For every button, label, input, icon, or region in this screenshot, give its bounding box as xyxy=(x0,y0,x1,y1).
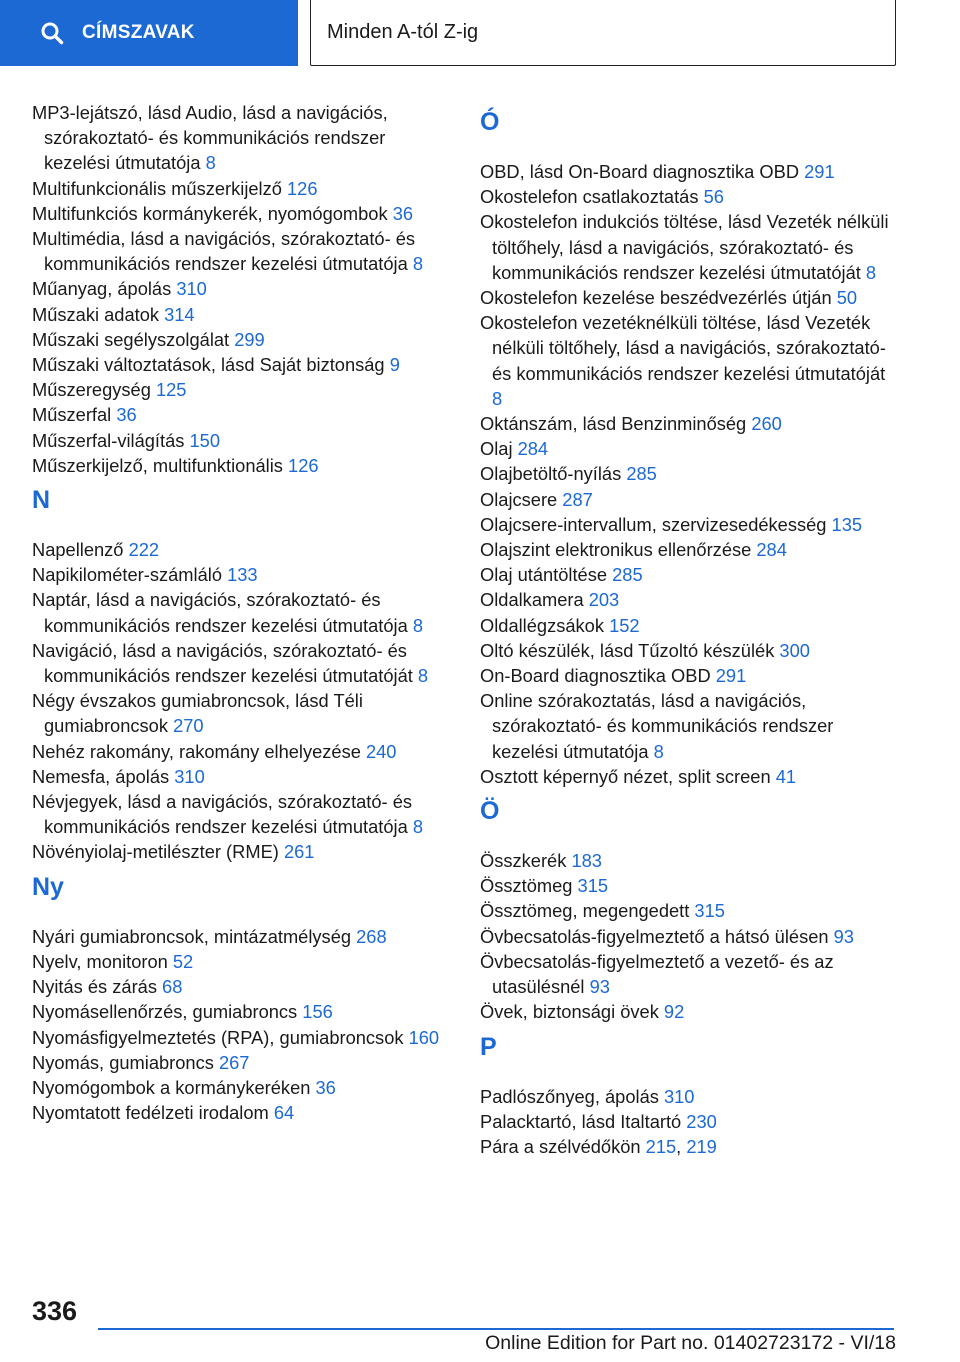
index-entry xyxy=(32,789,452,839)
index-entry-text: Nehéz rakomány, rakomány elhelyezése xyxy=(32,740,366,762)
page-link[interactable]: 135 xyxy=(831,513,863,535)
index-entry-text: Okostelefon kezelése beszédvezérlés útján xyxy=(480,287,837,309)
index-entry-text: Műanyag, ápolás xyxy=(32,278,177,300)
index-entry-text: Naptár, lásd a navigációs, szórakoztató- és kommunikációs rendszer kezelési útmutatója xyxy=(32,589,413,636)
index-entry xyxy=(32,1025,452,1050)
index-entry-text: Műszerkijelző, multifunktionális xyxy=(32,454,289,476)
index-entry xyxy=(480,663,900,688)
page-link[interactable]: 50 xyxy=(836,287,858,309)
index-entry xyxy=(32,999,452,1024)
index-entry-text: Online szórakoztatás, lásd a navigációs, szórakoztató- és kommunikációs rendszer kezelési útmutatója xyxy=(480,690,834,762)
index-entry xyxy=(480,1084,900,1109)
page-link[interactable]: 291 xyxy=(715,665,747,687)
index-entry-text: Okostelefon indukciós töltése, lásd Vezeték nélküli töltőhely, lásd a navigációs, szórakoztató- és kommunikációs rendszer kezelési útmutatóját xyxy=(480,211,889,283)
page-link[interactable]: 268 xyxy=(356,925,387,947)
index-entry-text: Napikilométer-számláló xyxy=(32,564,228,586)
page-link[interactable]: 125 xyxy=(155,379,187,401)
page-link[interactable]: 260 xyxy=(751,413,782,435)
page-link[interactable]: 315 xyxy=(577,875,609,897)
index-entry xyxy=(32,974,452,999)
index-entry xyxy=(32,949,452,974)
index-entry-text: Multimédia, lásd a navigációs, szórakoztató- és kommunikációs rendszer kezelési útmutatója xyxy=(32,228,416,275)
index-entry xyxy=(32,537,452,562)
page-link[interactable]: 261 xyxy=(283,841,315,863)
index-entry xyxy=(480,848,900,873)
page-link[interactable]: 315 xyxy=(694,900,725,922)
search-icon xyxy=(40,21,64,45)
tab-keywords-label: CÍMSZAVAK xyxy=(82,22,195,43)
edition-note: Online Edition for Part no. 01402723172 - VI/18 xyxy=(485,1332,896,1354)
index-entry-text: Olaj xyxy=(480,438,518,460)
index-entry xyxy=(32,377,452,402)
index-entry-text: Oldalkamera xyxy=(480,589,589,611)
index-entry xyxy=(32,587,452,637)
index-entry-text: Nyelv, monitoron xyxy=(32,950,173,972)
index-entry-text: Multifunkcionális műszerkijelző xyxy=(32,177,288,199)
index-entry-text: Négy évszakos gumiabroncsok, lásd Téli gumiabroncsok xyxy=(32,690,363,737)
index-entry-text: Okostelefon csatlakoztatás xyxy=(480,186,704,208)
index-entry-text: Olaj utántöltése xyxy=(480,564,613,586)
index-entry-text: OBD, lásd On-Board diagnosztika OBD xyxy=(480,161,805,182)
index-entry-text: Műszaki adatok xyxy=(32,303,165,325)
index-entry-text: Nyomógombok a kormánykeréken xyxy=(32,1076,316,1098)
index-entry xyxy=(480,898,900,923)
index-entry-text: Palacktartó, lásd Italtartó xyxy=(480,1110,687,1132)
index-entry xyxy=(32,302,452,327)
page-link[interactable]: 240 xyxy=(365,740,397,762)
index-entry xyxy=(480,613,900,638)
index-entry xyxy=(32,924,452,949)
tab-keywords[interactable] xyxy=(0,0,298,66)
page-link[interactable]: 152 xyxy=(609,614,640,636)
page-link[interactable]: 8 xyxy=(417,665,429,687)
index-entry xyxy=(32,688,452,738)
index-entry-text: Olajcsere xyxy=(480,488,563,510)
page-link[interactable]: 160 xyxy=(408,1026,440,1048)
page-link[interactable]: 156 xyxy=(302,1001,333,1023)
page-link[interactable]: 92 xyxy=(663,1001,685,1023)
index-column-right xyxy=(480,100,900,1159)
index-entry xyxy=(480,310,900,411)
index-entry-text: Összkerék xyxy=(480,850,572,872)
index-entry xyxy=(32,352,452,377)
index-entry-text: Osztott képernyő nézet, split screen xyxy=(480,765,776,787)
page-link[interactable]: 52 xyxy=(172,950,194,972)
index-entry xyxy=(480,924,900,949)
index-entry-text: Növényiolaj-metilészter (RME) xyxy=(32,841,284,863)
index-entry xyxy=(32,226,452,276)
index-entry xyxy=(32,562,452,587)
index-entry xyxy=(480,999,900,1024)
index-entry xyxy=(480,487,900,512)
index-entry-text: Műszerfal-világítás xyxy=(32,429,190,451)
page-link[interactable]: 314 xyxy=(164,303,195,325)
index-entry xyxy=(32,428,452,453)
index-entry-text: MP3-lejátszó, lásd Audio, lásd a navigációs, szórakoztató- és kommunikációs rendszer kezelési útmutatója xyxy=(32,102,388,174)
index-entry xyxy=(480,285,900,310)
page-link[interactable]: 285 xyxy=(626,463,657,485)
index-entry-text: Névjegyek, lásd a navigációs, szórakoztató- és kommunikációs rendszer kezelési útmutatója xyxy=(32,791,413,838)
index-entry-text: Össztömeg xyxy=(480,875,578,897)
page-link[interactable]: 56 xyxy=(703,186,724,208)
page-link[interactable]: 203 xyxy=(588,589,620,611)
index-entry xyxy=(480,461,900,486)
page-link[interactable]: 93 xyxy=(833,925,854,947)
index-entry xyxy=(32,1100,452,1125)
index-entry-text: Övbecsatolás-figyelmeztető a vezető- és az utasülésnél xyxy=(480,950,834,998)
page-link[interactable]: 36 xyxy=(392,202,414,224)
index-entry xyxy=(480,1109,900,1134)
index-entry-text: Műszerfal xyxy=(32,404,117,426)
index-entry xyxy=(480,764,900,789)
index-entry xyxy=(480,949,900,999)
page-link[interactable]: 219 xyxy=(686,1135,717,1157)
index-entry-text: Napellenző xyxy=(32,539,129,561)
page-link[interactable]: 270 xyxy=(173,715,204,737)
index-entry xyxy=(480,209,900,285)
index-entry-text: Oktánszám, lásd Benzinminőség xyxy=(480,413,752,435)
index-entry-text: Műszeregység xyxy=(32,379,156,401)
index-column-left xyxy=(32,100,452,1125)
index-entry xyxy=(480,411,900,436)
page-link[interactable]: 41 xyxy=(775,765,797,787)
page-link[interactable]: 8 xyxy=(412,614,424,636)
index-entry: Pára a szélvédőkön 215, 219 xyxy=(480,1135,717,1157)
index-entry-text: Nemesfa, ápolás xyxy=(32,765,175,787)
index-entry xyxy=(32,1075,452,1100)
header xyxy=(0,0,960,66)
index-entry xyxy=(480,184,900,209)
index-entry xyxy=(32,276,452,301)
index-entry-text: Övek, biztonsági övek xyxy=(480,1001,664,1023)
index-entry xyxy=(480,436,900,461)
index-entry-text: Pára a szélvédőkön xyxy=(480,1135,646,1157)
index-entry-text: Nyitás és zárás xyxy=(32,976,163,998)
page-link[interactable]: 36 xyxy=(315,1076,336,1098)
page-number: 336 xyxy=(32,1296,78,1326)
index-entry xyxy=(480,537,900,562)
index-entry xyxy=(480,587,900,612)
page-link[interactable]: 36 xyxy=(116,404,137,426)
index-entry-text: Okostelefon vezetéknélküli töltése, lásd Vezeték nélküli töltőhely, lásd a navigációs, szórakoztató- és kommunikációs rendszer kezelési útmutatóját xyxy=(480,312,886,384)
page-link[interactable]: 230 xyxy=(686,1110,717,1132)
page-link[interactable]: 9 xyxy=(389,354,400,376)
index-entry-text: Nyári gumiabroncsok, mintázatmélység xyxy=(32,925,357,947)
page-link[interactable]: 291 xyxy=(804,161,835,182)
index-entry xyxy=(32,453,452,478)
page-link[interactable]: 285 xyxy=(612,564,643,586)
page-link[interactable]: 310 xyxy=(176,278,207,300)
page-link[interactable]: 267 xyxy=(218,1051,250,1073)
index-entry-text: Padlószőnyeg, ápolás xyxy=(480,1085,664,1107)
index-entry-text: Oltó készülék, lásd Tűzoltó készülék xyxy=(480,639,780,661)
page-link[interactable]: 284 xyxy=(756,539,787,561)
page-link[interactable]: 287 xyxy=(562,488,593,510)
index-entry-text: Össztömeg, megengedett xyxy=(480,900,695,922)
index-entry-text: Nyomás, gumiabroncs xyxy=(32,1051,219,1073)
index-letter-heading: Ny xyxy=(32,872,64,901)
page-link[interactable]: 8 xyxy=(653,740,664,762)
index-letter-heading: P xyxy=(480,1032,497,1061)
footer-divider xyxy=(98,1328,894,1330)
page-link[interactable]: 215 xyxy=(645,1135,677,1157)
index-entry-text: Övbecsatolás-figyelmeztető a hátsó ülésen xyxy=(480,925,834,947)
index-entry xyxy=(480,512,900,537)
page-link[interactable]: 8 xyxy=(492,387,503,409)
index-entry xyxy=(32,100,452,176)
index-entry xyxy=(480,873,900,898)
page-link[interactable]: 8 xyxy=(412,253,424,275)
index-entry-text: Olajcsere-intervallum, szervizesedékesség xyxy=(480,513,832,535)
page-link[interactable]: 183 xyxy=(571,850,602,872)
page-link[interactable]: 126 xyxy=(288,454,319,476)
index-entry xyxy=(32,764,452,789)
page-link[interactable]: 299 xyxy=(234,328,265,350)
page-link[interactable]: 222 xyxy=(128,539,160,561)
index-entry-text: On-Board diagnosztika OBD xyxy=(480,665,716,687)
page-link[interactable]: 64 xyxy=(273,1102,295,1124)
index-letter-heading: Ó xyxy=(480,108,500,136)
index-entry xyxy=(480,562,900,587)
index-entry-text: Oldallégzsákok xyxy=(480,614,610,636)
page-link[interactable]: 8 xyxy=(205,152,216,174)
page-link[interactable]: 8 xyxy=(865,261,877,283)
index-entry xyxy=(32,201,452,226)
index-entry xyxy=(32,839,452,864)
page-link[interactable]: 68 xyxy=(162,976,183,998)
page-link[interactable]: 284 xyxy=(517,438,549,460)
index-entry xyxy=(32,739,452,764)
index-entry-text: Nyomásellenőrzés, gumiabroncs xyxy=(32,1001,303,1023)
index-entry-text: Olajbetöltő-nyílás xyxy=(480,463,627,485)
page-link[interactable]: 310 xyxy=(663,1085,695,1107)
page-link[interactable]: 93 xyxy=(589,976,610,998)
index-entry-text: Műszaki változtatások, lásd Saját biztonság xyxy=(32,354,390,376)
index-entry xyxy=(480,159,900,184)
index-entry xyxy=(32,1050,452,1075)
index-entry-text: Navigáció, lásd a navigációs, szórakoztató- és kommunikációs rendszer kezelési útmutatóját xyxy=(32,639,418,687)
page-link[interactable]: 8 xyxy=(412,816,424,838)
index-entry-text: Műszaki segélyszolgálat xyxy=(32,328,235,350)
index-entry xyxy=(32,638,452,688)
page-link[interactable]: 126 xyxy=(287,177,318,199)
page-link[interactable]: 133 xyxy=(227,564,258,586)
index-entry-text: Nyomásfigyelmeztetés (RPA), gumiabroncsok xyxy=(32,1026,409,1048)
index-entry xyxy=(32,176,452,201)
index-entry-text: Multifunkciós kormánykerék, nyomógombok xyxy=(32,202,393,224)
tab-a-to-z[interactable] xyxy=(310,0,896,66)
index-entry xyxy=(32,327,452,352)
page-link[interactable]: 300 xyxy=(779,639,810,661)
index-entry xyxy=(32,402,452,427)
page-link[interactable]: 310 xyxy=(174,765,205,787)
index-entry xyxy=(480,688,900,764)
tab-a-to-z-label: Minden A-tól Z-ig xyxy=(327,21,479,43)
page-link[interactable]: 150 xyxy=(189,429,220,451)
index-entry xyxy=(480,638,900,663)
index-letter-heading: N xyxy=(32,486,51,515)
index-entry-text: Olajszint elektronikus ellenőrzése xyxy=(480,539,757,561)
index-letter-heading: Ö xyxy=(480,797,500,826)
index-entry-text: Nyomtatott fedélzeti irodalom xyxy=(32,1102,274,1124)
